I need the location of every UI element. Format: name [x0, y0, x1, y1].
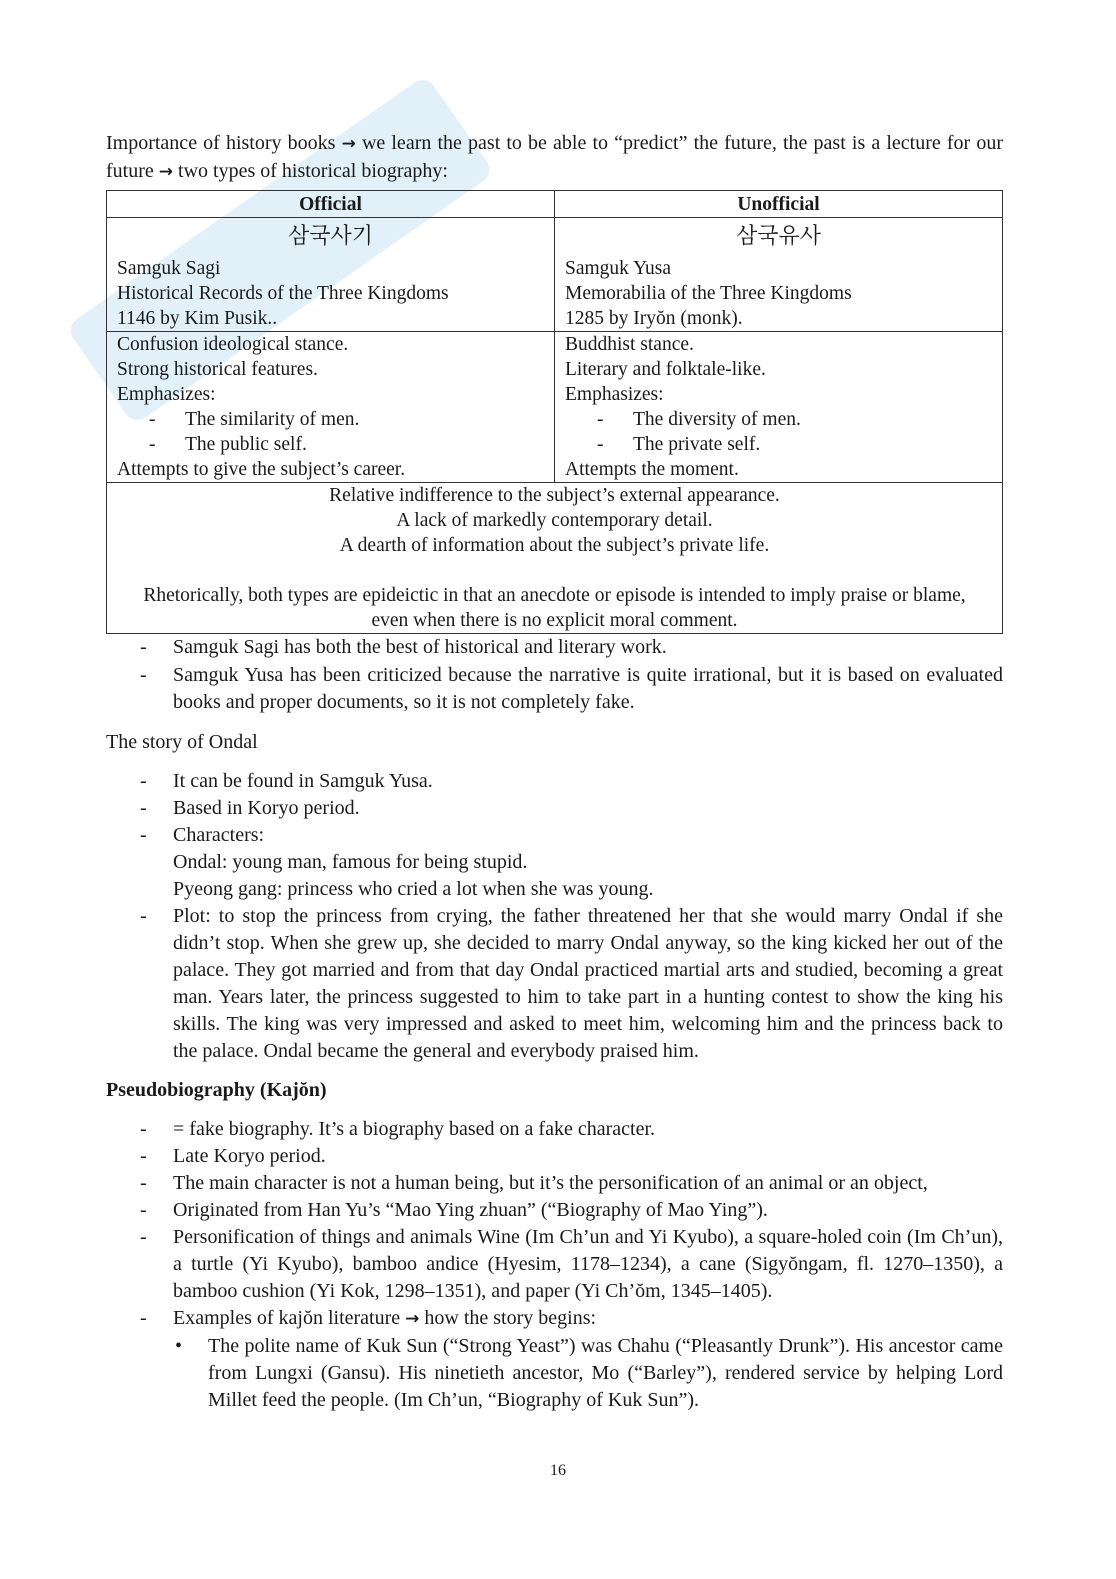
table-notes-list [106, 634, 1003, 717]
header-unofficial: Unofficial [555, 191, 1003, 218]
section-title-ondal: The story of Ondal [106, 730, 258, 753]
list-item: - It can be found in Samguk Yusa. [140, 769, 433, 792]
list-item: - = fake biography. It’s a biography based on a fake character. [140, 1117, 656, 1140]
korean-title: 삼국사기 [287, 224, 373, 249]
list-item: - Samguk Yusa has been criticized because the narrative is quite irrational, but it is based on evaluated books and proper documents, so it is not completely fake. [140, 663, 1003, 713]
page-number: 16 [550, 1462, 566, 1479]
text-line: Attempts the moment. [565, 459, 739, 480]
intro-paragraph: Importance of history books → we learn the past to be able to “predict” the future, the past is a lecture for our future → two types of historical biography: [106, 132, 1003, 182]
list-item: - Based in Koryo period. [140, 796, 360, 819]
text-line: Attempts to give the subject’s career. [117, 459, 406, 480]
text-line: Strong historical features. [117, 359, 318, 380]
section-title-pseudobiography: Pseudobiography (Kajŏn) [106, 1078, 327, 1101]
official-features-cell [107, 332, 555, 483]
shared-features-cell [107, 483, 1003, 634]
bullet-icon: • [175, 1334, 183, 1357]
document-page [106, 130, 1003, 1414]
list-item: - Plot: to stop the princess from crying, the father threatened her that she would marry Ondal if she didn’t stop. When she grew up, she decided to marry Ondal anyway, so the king kicked her out of the palace. They got married and from that day Ondal practiced martial arts and studied, becoming a great man. Years later, the princess suggested to him to take part in a hunting contest to show the king his skills. The king was very impressed and asked to meet him, welcoming him and the princess back to the palace. Ondal became the general and everybody praised him. [140, 904, 1003, 1062]
list-item: - Personification of things and animals Wine (Im Ch’un and Yi Kyubo), a square-holed coin (Im Ch’un), a turtle (Yi Kyubo), bamboo andice (Hyesim, 1178–1234), a cane (Sigyŏngam, fl. 1270–1350), a bamboo cushion (Yi Kok, 1298–1351), and paper (Yi Ch’ŏm, 1345–1405). [140, 1225, 1003, 1302]
text-line: Buddhist stance. [565, 334, 694, 355]
character-line: Pyeong gang: princess who cried a lot when she was young. [173, 877, 654, 900]
official-source-cell [107, 218, 555, 332]
example-bullet: • The polite name of Kuk Sun (“Strong Yeast”) was Chahu (“Pleasantly Drunk”). His ancestor came from Lungxi (Gansu). His ninetieth ancestor, Mo (“Barley”), rendered service by helping Lord Millet feed the people. (Im Ch’un, “Biography of Kuk Sun”). [106, 1333, 1003, 1414]
unofficial-source-cell [555, 218, 1003, 332]
ondal-list [106, 768, 1003, 1065]
list-item: - Samguk Sagi has both the best of historical and literary work. [140, 636, 667, 658]
text-line: 1285 by Iryŏn (monk). [565, 308, 743, 329]
korean-title: 삼국유사 [735, 224, 821, 249]
rhetoric-note: Rhetorically, both types are epideictic in that an anecdote or episode is intended to imply praise or blame, even when there is no explicit moral comment. [143, 585, 966, 631]
list-item: - Examples of kajŏn literature → how the story begins: [140, 1306, 597, 1329]
text-line: Emphasizes: [565, 384, 664, 405]
text-line: Historical Records of the Three Kingdoms [117, 283, 449, 304]
text-line: A lack of markedly contemporary detail. [396, 510, 713, 531]
arrow-right-icon: → [341, 134, 356, 154]
list-item: - The main character is not a human being, but it’s the personification of an animal or an object, [140, 1171, 928, 1194]
text-line: 1146 by Kim Pusik.. [117, 308, 278, 329]
list-item: - The diversity of men. [597, 409, 801, 430]
text-line: Confusion ideological stance. [117, 334, 349, 355]
text-line: Memorabilia of the Three Kingdoms [565, 283, 852, 304]
text-line: Samguk Sagi [117, 258, 221, 279]
arrow-right-icon: → [405, 1308, 420, 1329]
list-item: - The public self. [149, 434, 307, 455]
list-item: - Characters: Ondal: young man, famous for being stupid. Pyeong gang: princess who cried a lot when she was young. [140, 823, 654, 900]
comparison-table [106, 190, 1003, 634]
text-line: Samguk Yusa [565, 258, 671, 279]
header-official: Official [107, 191, 555, 218]
list-item: - Originated from Han Yu’s “Mao Ying zhuan” (“Biography of Mao Ying”). [140, 1198, 768, 1221]
list-item: - The private self. [597, 434, 761, 455]
text-line: Literary and folktale-like. [565, 359, 766, 380]
list-item: - The similarity of men. [149, 409, 360, 430]
text-line: Relative indifference to the subject’s external appearance. [329, 485, 780, 506]
list-item: - Late Koryo period. [140, 1144, 326, 1167]
arrow-right-icon: → [158, 162, 174, 182]
unofficial-features-cell [555, 332, 1003, 483]
text-line: Emphasizes: [117, 384, 216, 405]
text-line: A dearth of information about the subject’s private life. [339, 535, 770, 556]
pseudobiography-list [106, 1116, 1003, 1333]
character-line: Ondal: young man, famous for being stupid. [173, 850, 528, 873]
